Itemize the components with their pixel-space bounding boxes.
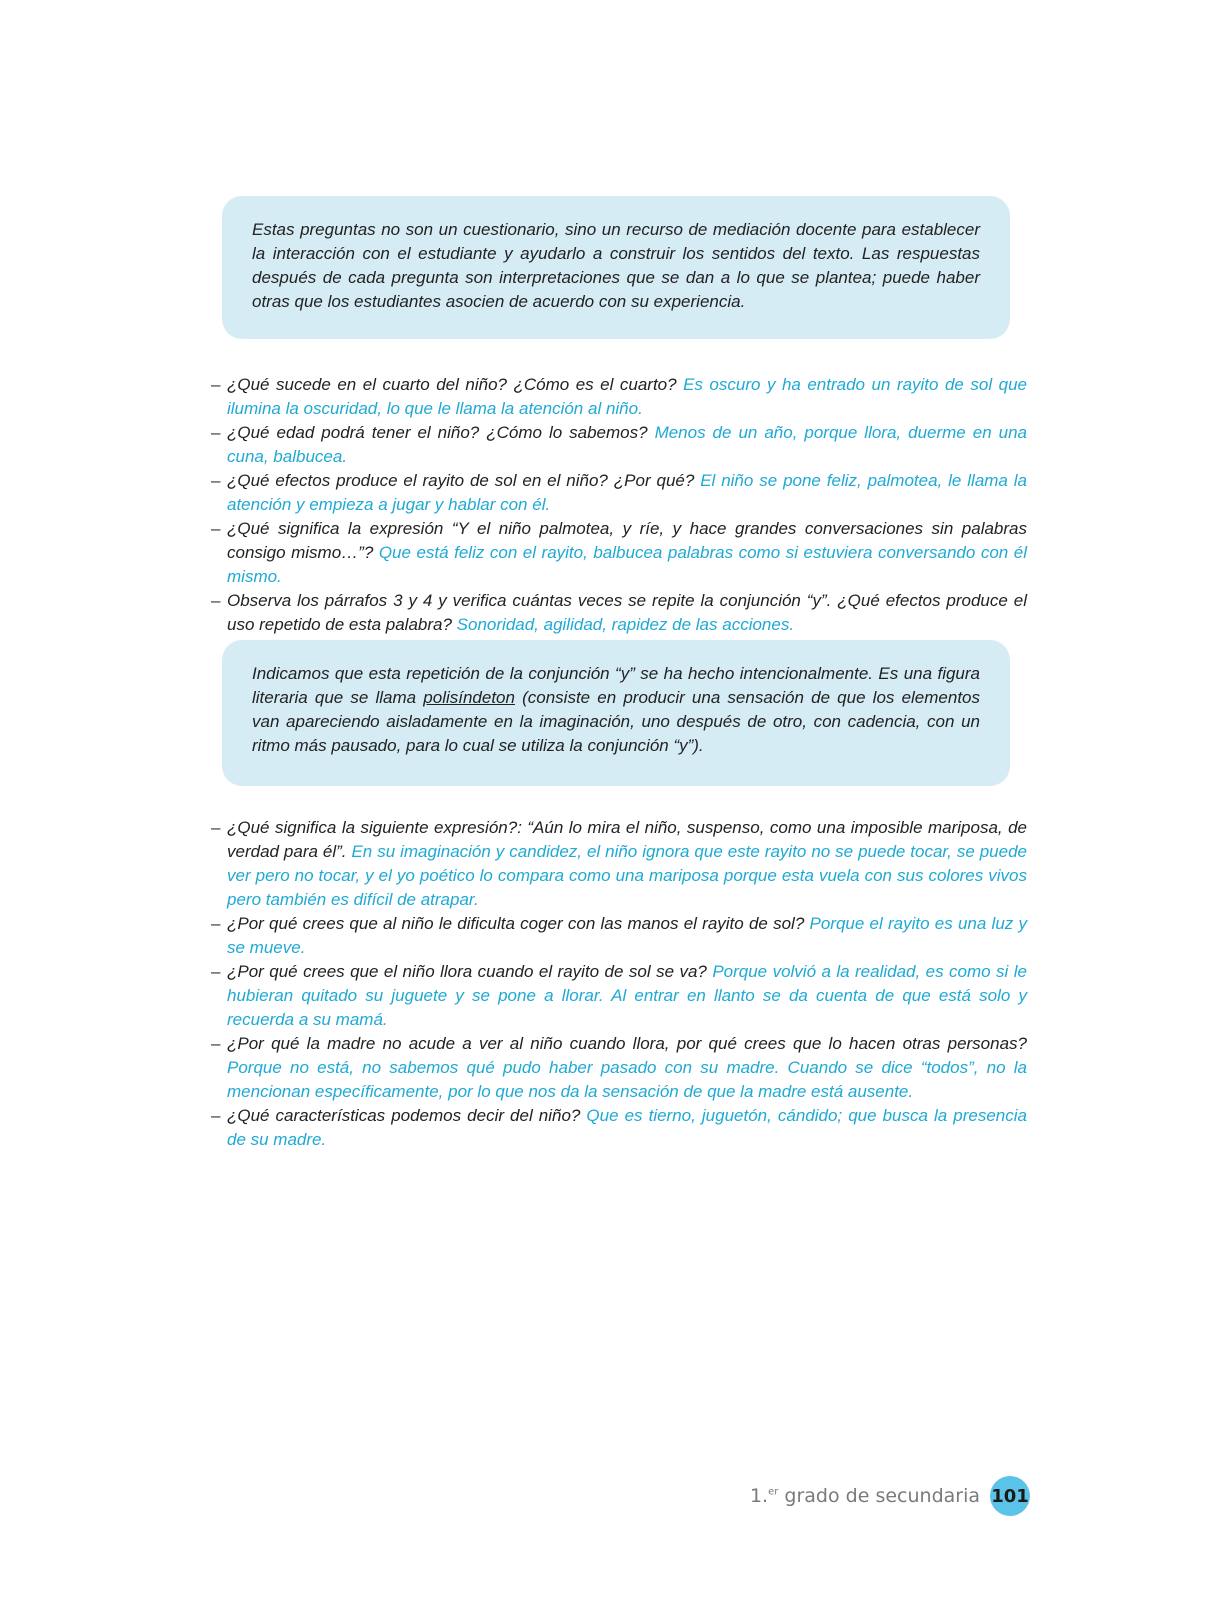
answer-text: Menos de un año, porque llora, duerme en una cuna, balbucea. xyxy=(227,423,1027,466)
answer-text: Que está feliz con el rayito, balbucea palabras como si estuviera conversando con él mismo. xyxy=(227,543,1028,586)
question-text: ¿Por qué la madre no acude a ver al niño cuando llora, por qué crees que lo hacen otras personas? xyxy=(227,1034,1027,1053)
question-text: ¿Qué efectos produce el rayito de sol en el niño? ¿Por qué? xyxy=(227,471,701,490)
dash-bullet: – xyxy=(211,962,221,981)
dash-bullet: – xyxy=(211,375,221,394)
note-text-before: Indicamos que esta repetición de la conjunción “y” se ha hecho intencionalmente. Es una figura literaria que se llama xyxy=(252,664,980,707)
list-item xyxy=(207,960,1027,1032)
grade-number: 1. xyxy=(749,1485,769,1507)
list-item xyxy=(207,816,1027,912)
question-list-1 xyxy=(207,373,1027,637)
mediation-note-box xyxy=(222,196,1010,339)
list-item xyxy=(207,1104,1027,1152)
list-item xyxy=(207,469,1027,517)
answer-text: Porque no está, no sabemos qué pudo haber pasado con su madre. Cuando se dice “todos”, no la mencionan específicamente, por lo que nos da la sensación de que la madre está ausente. xyxy=(227,1058,1027,1101)
question-text: ¿Qué sucede en el cuarto del niño? ¿Cómo es el cuarto? xyxy=(227,375,684,394)
list-item xyxy=(207,1032,1027,1104)
polysyndeton-note-box xyxy=(222,640,1010,786)
list-item xyxy=(207,421,1027,469)
list-item xyxy=(207,517,1027,589)
dash-bullet: – xyxy=(211,818,221,837)
question-text: ¿Qué edad podrá tener el niño? ¿Cómo lo sabemos? xyxy=(227,423,655,442)
question-text: Observa los párrafos 3 y 4 y verifica cuántas veces se repite la conjunción “y”. ¿Qué efectos produce el uso repetido de esta palabra? xyxy=(227,591,1027,634)
answer-text: Porque el rayito es una luz y se mueve. xyxy=(227,914,1027,957)
dash-bullet: – xyxy=(211,471,221,490)
note-text-after: (consiste en producir una sensación de que los elementos van apareciendo aisladamente en la imaginación, uno después de otro, con cadencia, con un ritmo más pausado, para lo cual se utiliza la conjunción “y”). xyxy=(252,688,980,755)
grade-label xyxy=(750,1485,980,1507)
dash-bullet: – xyxy=(211,1106,221,1125)
list-item xyxy=(207,589,1027,637)
polysyndeton-note-text xyxy=(252,662,980,758)
mediation-note-text: Estas preguntas no son un cuestionario, sino un recurso de mediación docente para establecer la interacción con el estudiante y ayudarlo a construir los sentidos del texto. Las respuestas después de cada pregunta son interpretaciones que se dan a lo que se plantea; puede haber otras que los estudiantes asocien de acuerdo con su experiencia. xyxy=(252,220,980,311)
page-footer xyxy=(750,1476,1030,1516)
answer-text: Que es tierno, juguetón, cándido; que busca la presencia de su madre. xyxy=(227,1106,1027,1149)
dash-bullet: – xyxy=(211,423,221,442)
term-polisindeton: polisíndeton xyxy=(423,688,515,707)
answer-text: Porque volvió a la realidad, es como si le hubieran quitado su juguete y se pone a llorar. Al entrar en llanto se da cuenta de que está solo y recuerda a su mamá. xyxy=(227,962,1028,1029)
question-text: ¿Qué significa la expresión “Y el niño palmotea, y ríe, y hace grandes conversaciones sin palabras consigo mismo…”? xyxy=(227,519,1027,562)
question-text: ¿Qué características podemos decir del niño? xyxy=(227,1106,587,1125)
answer-text: El niño se pone feliz, palmotea, le llama la atención y empieza a jugar y hablar con él. xyxy=(227,471,1027,514)
question-list-2 xyxy=(207,816,1027,1152)
answer-text: Sonoridad, agilidad, rapidez de las acciones. xyxy=(456,615,795,634)
dash-bullet: – xyxy=(211,591,221,610)
dash-bullet: – xyxy=(211,1034,221,1053)
grade-rest: grado de secundaria xyxy=(778,1485,980,1507)
list-item xyxy=(207,912,1027,960)
question-text: ¿Qué significa la siguiente expresión?: “Aún lo mira el niño, suspenso, como una imposible mariposa, de verdad para él”. xyxy=(227,818,1027,861)
answer-text: En su imaginación y candidez, el niño ignora que este rayito no se puede tocar, se puede ver pero no tocar, y el yo poético lo compara como una mariposa porque esta vuela con sus colores vivos pero también es difícil de atrapar. xyxy=(227,842,1027,909)
question-text: ¿Por qué crees que al niño le dificulta coger con las manos el rayito de sol? xyxy=(227,914,810,933)
dash-bullet: – xyxy=(211,519,221,538)
grade-superscript: er xyxy=(768,1486,779,1498)
page-number-badge: 101 xyxy=(990,1476,1030,1516)
dash-bullet: – xyxy=(211,914,221,933)
list-item xyxy=(207,373,1027,421)
answer-text: Es oscuro y ha entrado un rayito de sol que ilumina la oscuridad, lo que le llama la atención al niño. xyxy=(227,375,1027,418)
question-text: ¿Por qué crees que el niño llora cuando el rayito de sol se va? xyxy=(227,962,713,981)
